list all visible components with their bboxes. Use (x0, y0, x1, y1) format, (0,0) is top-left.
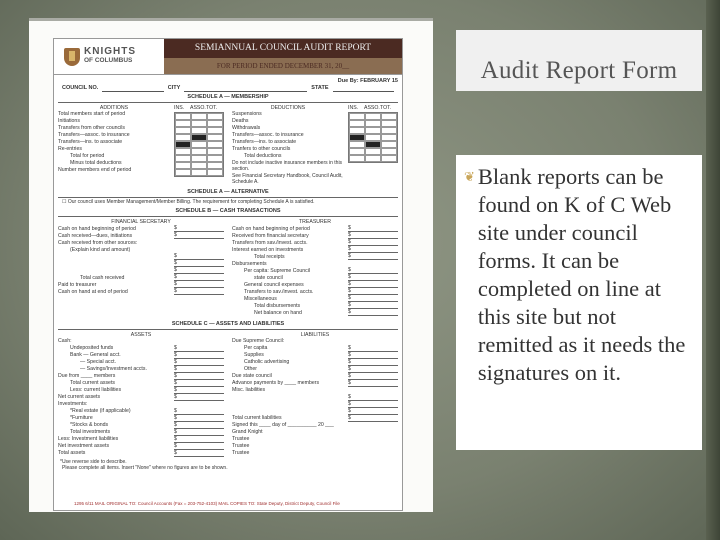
amount-field[interactable] (174, 388, 224, 394)
amount-field[interactable] (348, 254, 398, 260)
grid-cell[interactable] (365, 141, 381, 148)
membership-grid (174, 112, 224, 177)
grid-cell[interactable] (381, 113, 397, 120)
addition-row: Total members start of period (58, 111, 126, 118)
liability-row: Grand Knight (232, 429, 263, 436)
grid-cell[interactable] (191, 169, 207, 176)
grid-cell[interactable] (207, 127, 223, 134)
grid-cell[interactable] (207, 141, 223, 148)
grid-cell[interactable] (381, 155, 397, 162)
liability-row: Supplies $ (232, 352, 398, 359)
amount-field[interactable] (348, 275, 398, 281)
grid-col-header: INS. (174, 104, 185, 111)
schedule-a-heading: SCHEDULE A — MEMBERSHIP (58, 94, 398, 103)
liability-row (232, 394, 398, 401)
amount-field[interactable] (348, 268, 398, 274)
asset-row: Bank — General acct. $ (58, 352, 224, 359)
amount-field[interactable] (348, 367, 398, 373)
audit-form-image (29, 18, 433, 512)
amount-field[interactable] (174, 254, 224, 260)
amount-field[interactable] (174, 360, 224, 366)
grid-cell[interactable] (349, 127, 365, 134)
amount-field[interactable] (348, 247, 398, 253)
amount-field[interactable] (174, 282, 224, 288)
grid-cell[interactable] (191, 155, 207, 162)
grid-cell[interactable] (207, 155, 223, 162)
grid-cell[interactable] (175, 162, 191, 169)
amount-field[interactable] (348, 240, 398, 246)
grid-cell[interactable] (381, 141, 397, 148)
mailing-footer: 1295 6/11 MAIL ORIGINAL TO: Council Accounts (Fax = 203-752-4103) MAIL COPIES TO: State Deputy, District Deputy, Council File (74, 501, 340, 507)
grid-cell[interactable] (175, 120, 191, 127)
grid-cell[interactable] (365, 113, 381, 120)
treasurer-heading: TREASURER (299, 219, 331, 226)
liability-row: Other $ (232, 366, 398, 373)
form-title: SEMIANNUAL COUNCIL AUDIT REPORT (164, 39, 402, 58)
amount-field[interactable] (174, 374, 224, 380)
grid-col-header: TOT. (380, 104, 392, 111)
liability-row: Misc. liabilities (232, 387, 266, 394)
scroll-bullet-icon: ❦ (464, 169, 475, 184)
amount-field[interactable] (348, 402, 398, 408)
asset-row: Investments: (58, 401, 88, 408)
due-date: Due By: FEBRUARY 15 (337, 78, 398, 84)
liability-row: Signed this ____ day of __________ 20 ___ (232, 422, 334, 429)
grid-cell[interactable] (349, 148, 365, 155)
treasurer-row: Miscellaneous $ (232, 296, 398, 303)
liability-row: Total current liabilities $ (232, 415, 398, 422)
asset-row: Net current assets $ (58, 394, 224, 401)
grid-cell[interactable] (191, 141, 207, 148)
grid-cell[interactable] (191, 148, 207, 155)
grid-cell[interactable] (349, 155, 365, 162)
amount-field[interactable] (174, 409, 224, 415)
asset-row: Total assets $ (58, 450, 224, 457)
asset-row: Total investments $ (58, 429, 224, 436)
fin-sec-row: (Explain kind and amount) (70, 246, 131, 253)
amount-field[interactable] (174, 268, 224, 274)
grid-cell[interactable] (349, 134, 365, 141)
grid-cell[interactable] (175, 141, 191, 148)
treasurer-row: General council expenses $ (232, 282, 398, 289)
liability-row: Due Supreme Council: (232, 338, 285, 345)
treasurer-row: Total disbursements $ (232, 303, 398, 310)
addition-row: Transfers—ins. to associate (58, 139, 123, 146)
grid-cell[interactable] (365, 127, 381, 134)
deduction-row: Deaths (232, 118, 249, 125)
addition-row: Re-entries (58, 146, 82, 153)
fin-sec-row: Paid to treasurer $ (58, 282, 224, 289)
grid-cell[interactable] (175, 169, 191, 176)
treasurer-row: Disbursements (232, 260, 267, 267)
amount-field[interactable] (348, 409, 398, 415)
amount-field[interactable] (348, 346, 398, 352)
amount-field[interactable] (174, 444, 224, 450)
amount-field[interactable] (174, 423, 224, 429)
grid-cell[interactable] (381, 134, 397, 141)
grid-cell[interactable] (381, 148, 397, 155)
liability-row: Trustee (232, 443, 250, 450)
grid-cell[interactable] (381, 127, 397, 134)
logo-subtext: OF COLUMBUS (84, 57, 133, 65)
grid-cell[interactable] (191, 120, 207, 127)
grid-cell[interactable] (365, 134, 381, 141)
treasurer-row: Interest earned on investments $ (232, 247, 398, 254)
amount-field[interactable] (174, 381, 224, 387)
asset-row: *Furniture $ (58, 415, 224, 422)
treasurer-row: Transfers from sav./invest. accts. $ (232, 240, 398, 247)
kofc-logo (54, 39, 164, 74)
grid-cell[interactable] (175, 155, 191, 162)
deduction-note: See Financial Secretary Handbook, Council Audit, Schedule A. (232, 172, 343, 185)
amount-field[interactable] (174, 275, 224, 281)
kofc-emblem-icon (64, 48, 80, 66)
grid-cell[interactable] (207, 169, 223, 176)
grid-cell[interactable] (365, 155, 381, 162)
amount-field[interactable] (174, 451, 224, 457)
grid-cell[interactable] (175, 148, 191, 155)
additions-heading: ADDITIONS (99, 104, 129, 111)
grid-cell[interactable] (175, 127, 191, 134)
grid-cell[interactable] (207, 148, 223, 155)
footnote: Please complete all items. Insert "None" where no figures are to be shown. (62, 465, 228, 472)
fin-sec-row: Cash on hand at end of period $ (58, 289, 224, 296)
council-line: COUNCIL NO. CITY STATE (54, 85, 402, 92)
grid-cell[interactable] (207, 134, 223, 141)
grid-col-header: TOT. (206, 104, 218, 111)
grid-cell[interactable] (381, 120, 397, 127)
amount-field[interactable] (348, 289, 398, 295)
fin-sec-heading: FINANCIAL SECRETARY (111, 219, 171, 226)
deduction-row: Suspensions (232, 111, 262, 118)
liability-row (232, 401, 398, 408)
liability-row: Catholic advertising $ (232, 359, 398, 366)
liability-row: Due state council $ (232, 373, 398, 380)
asset-row: Less: current liabilities $ (58, 387, 224, 394)
liability-row: Advance payments by ____ members $ (232, 380, 398, 387)
amount-field[interactable] (348, 360, 398, 366)
amount-field[interactable] (174, 437, 224, 443)
bullet-item: ❦ Blank reports can be found on K of C Web site under council forms. It can be completed on line at this site but not remitted as it needs the signatures on it. (464, 164, 686, 385)
liability-row (232, 408, 398, 415)
asset-row: Cash: (58, 338, 72, 345)
deduction-row: Withdrawals (232, 125, 261, 132)
fin-sec-row: Total cash received $ (58, 275, 224, 282)
deduction-row: Transfers—ins. to associate (232, 139, 297, 146)
grid-col-header: INS. (348, 104, 359, 111)
asset-row: — Special acct. $ (58, 359, 224, 366)
logo-text: KNIGHTS (84, 46, 136, 58)
fin-sec-row (58, 254, 224, 261)
grid-cell[interactable] (175, 113, 191, 120)
asset-row: *Real estate (if applicable) $ (58, 408, 224, 415)
fin-sec-row: Cash on hand beginning of period $ (58, 226, 224, 233)
asset-row: Net investment assets $ (58, 443, 224, 450)
grid-cell[interactable] (207, 120, 223, 127)
footnote: *Use reverse side to describe. (60, 459, 127, 465)
addition-row: Transfers from other councils (58, 125, 125, 132)
grid-cell[interactable] (175, 134, 191, 141)
audit-form: KNIGHTS OF COLUMBUS SEMIANNUAL COUNCIL AUDIT REPORT FOR PERIOD ENDED DECEMBER 31, 20__ Due By: FEBRUARY 15 COUNCIL NO. CITY STATE SCHEDULE A — MEMBERSHIP ADDITIONS Total members start of period Initiations Transfers from other councils Transfers—assoc. to insurance Transfers—ins. to associate Re-entries Total for period Minus total deductions Number members end of period INS. ASSO. TOT. DEDUCTIONS Suspensions Deaths Withdrawals Transfers—assoc. to insurance Transfers—ins. to associate Tranfers to other councils Total deductions Do not include inactive insurance members in this section. See Financial Secretary Handbook, Council Audit, Schedule A. INS. ASSO. TOT. SCHEDULE A — ALTERNATIVE ☐ Our council uses Member Management/Member Billing. The requirement for completing Schedule A is satisfied. SCHEDULE B — CASH TRANSACTIONS FINANCIAL SECRETARY Cash on hand beginning of period $ Cash received—dues, initiations $ Cash received from other sources: (Explain kind and amount) $ $ $ Total cash received $ Paid to treasurer $ Cash on hand at end of period $ TREASURER Cash on hand beginning of period $ Received from financial secretary $ Transfers from sav./invest. accts. $ Interest earned on investments $ Total receipts $ Disbursements Per capita: Supreme Council $ state council $ General council expenses $ Transfers to sav./invest. accts. $ Miscellaneous $ Total disbursements $ Net balance on hand $ SCHEDULE C — ASSETS AND LIABILITIES ASSETS Cash: Undeposited funds $ Bank — General acct. $ — Special acct. $ — Savings/Investment accts. $ Due from ____ members $ Total current assets $ Less: current liabilities $ Net current assets $ Investments: *Real estate (if applicable) $ *Furniture $ *Stocks & bonds $ Total investments $ Less: Investment liabilities $ Net investment assets $ Total assets $ LIABILITIES Due Supreme Council: Per capita $ Supplies $ Catholic advertising $ Other $ Due state council $ Advance payments by ____ members $ Misc. liabilities $ $ $ Total current liabilities $ Signed this ____ day of __________ 20 ___ Grand Knight Trustee Trustee Trustee *Use reverse side to describe. Please complete all items. Insert "None" where no figures are to be shown. 1295 6/11 MAIL ORIGINAL TO: Council Accounts (Fax = 203-752-4103) MAIL COPIES TO: State Deputy, District Deputy, Council File (53, 38, 403, 511)
amount-field[interactable] (348, 353, 398, 359)
deduction-row: Transfers—assoc. to insurance (232, 132, 304, 139)
addition-row: Initiations (58, 118, 80, 125)
schedule-a-alt-heading: SCHEDULE A — ALTERNATIVE (58, 189, 398, 198)
grid-cell[interactable] (349, 113, 365, 120)
treasurer-row: Cash on hand beginning of period $ (232, 226, 398, 233)
addition-row: Minus total deductions (70, 160, 122, 167)
amount-field[interactable] (348, 296, 398, 302)
amount-field[interactable] (348, 381, 398, 387)
grid-cell[interactable] (207, 113, 223, 120)
deductions-heading: DEDUCTIONS (270, 104, 306, 111)
grid-cell[interactable] (365, 120, 381, 127)
amount-field[interactable] (174, 430, 224, 436)
fin-sec-row: Cash received from other sources: (58, 239, 138, 246)
grid-cell[interactable] (349, 141, 365, 148)
assets-heading: ASSETS (130, 331, 152, 338)
asset-row: *Stocks & bonds $ (58, 422, 224, 429)
slide-title: Audit Report Form (480, 57, 678, 84)
addition-row: Transfers—assoc. to insurance (58, 132, 130, 139)
grid-cell[interactable] (191, 113, 207, 120)
slide-title-box (456, 30, 702, 91)
treasurer-row: Transfers to sav./invest. accts. $ (232, 289, 398, 296)
deduction-row: Total deductions (244, 153, 282, 160)
amount-field[interactable] (174, 289, 224, 295)
treasurer-row: Received from financial secretary $ (232, 233, 398, 240)
grid-col-header: ASSO. (364, 104, 380, 111)
amount-field[interactable] (174, 226, 224, 232)
amount-field[interactable] (348, 374, 398, 380)
fin-sec-row: Cash received—dues, initiations $ (58, 233, 224, 240)
grid-cell[interactable] (349, 120, 365, 127)
amount-field[interactable] (348, 416, 398, 422)
amount-field[interactable] (348, 310, 398, 316)
grid-cell[interactable] (191, 127, 207, 134)
amount-field[interactable] (348, 226, 398, 232)
amount-field[interactable] (174, 367, 224, 373)
liability-row: Per capita $ (232, 345, 398, 352)
membership-grid (348, 112, 398, 163)
liabilities-heading: LIABILITIES (300, 331, 330, 338)
amount-field[interactable] (174, 395, 224, 401)
schedule-b-heading: SCHEDULE B — CASH TRANSACTIONS (58, 208, 398, 217)
liability-row: Trustee (232, 436, 250, 443)
amount-field[interactable] (174, 346, 224, 352)
deduction-row: Tranfers to other councils (232, 146, 291, 153)
addition-row: Total for period (70, 153, 105, 160)
treasurer-row: Per capita: Supreme Council $ (232, 268, 398, 275)
asset-row: Total current assets $ (58, 380, 224, 387)
treasurer-row: Net balance on hand $ (232, 310, 398, 317)
fin-sec-row (58, 268, 224, 275)
deduction-note: Do not include inactive insurance members in this section. (232, 160, 343, 173)
asset-row: Less: Investment liabilities $ (58, 436, 224, 443)
asset-row: Undeposited funds $ (58, 345, 224, 352)
amount-field[interactable] (348, 282, 398, 288)
amount-field[interactable] (348, 395, 398, 401)
amount-field[interactable] (174, 261, 224, 267)
amount-field[interactable] (174, 416, 224, 422)
amount-field[interactable] (348, 233, 398, 239)
grid-cell[interactable] (191, 134, 207, 141)
amount-field[interactable] (174, 353, 224, 359)
form-period: FOR PERIOD ENDED DECEMBER 31, 20__ (164, 58, 402, 74)
slide-body (456, 155, 702, 450)
treasurer-row: state council $ (232, 275, 398, 282)
asset-row: — Savings/Investment accts. $ (58, 366, 224, 373)
amount-field[interactable] (174, 233, 224, 239)
grid-cell[interactable] (191, 162, 207, 169)
schedule-c-heading: SCHEDULE C — ASSETS AND LIABILITIES (58, 321, 398, 330)
grid-cell[interactable] (207, 162, 223, 169)
asset-row: Due from ____ members $ (58, 373, 224, 380)
addition-row: Number members end of period (58, 167, 132, 174)
treasurer-row: Total receipts $ (232, 254, 398, 261)
amount-field[interactable] (348, 303, 398, 309)
fin-sec-row (58, 261, 224, 268)
liability-row: Trustee (232, 450, 250, 457)
slide-edge (706, 0, 720, 540)
grid-col-header: ASSO. (190, 104, 206, 111)
grid-cell[interactable] (365, 148, 381, 155)
alt-checkbox-label[interactable]: Our council uses Member Management/Member Billing. The requirement for completing Schedule A is satisfied. (67, 199, 315, 205)
